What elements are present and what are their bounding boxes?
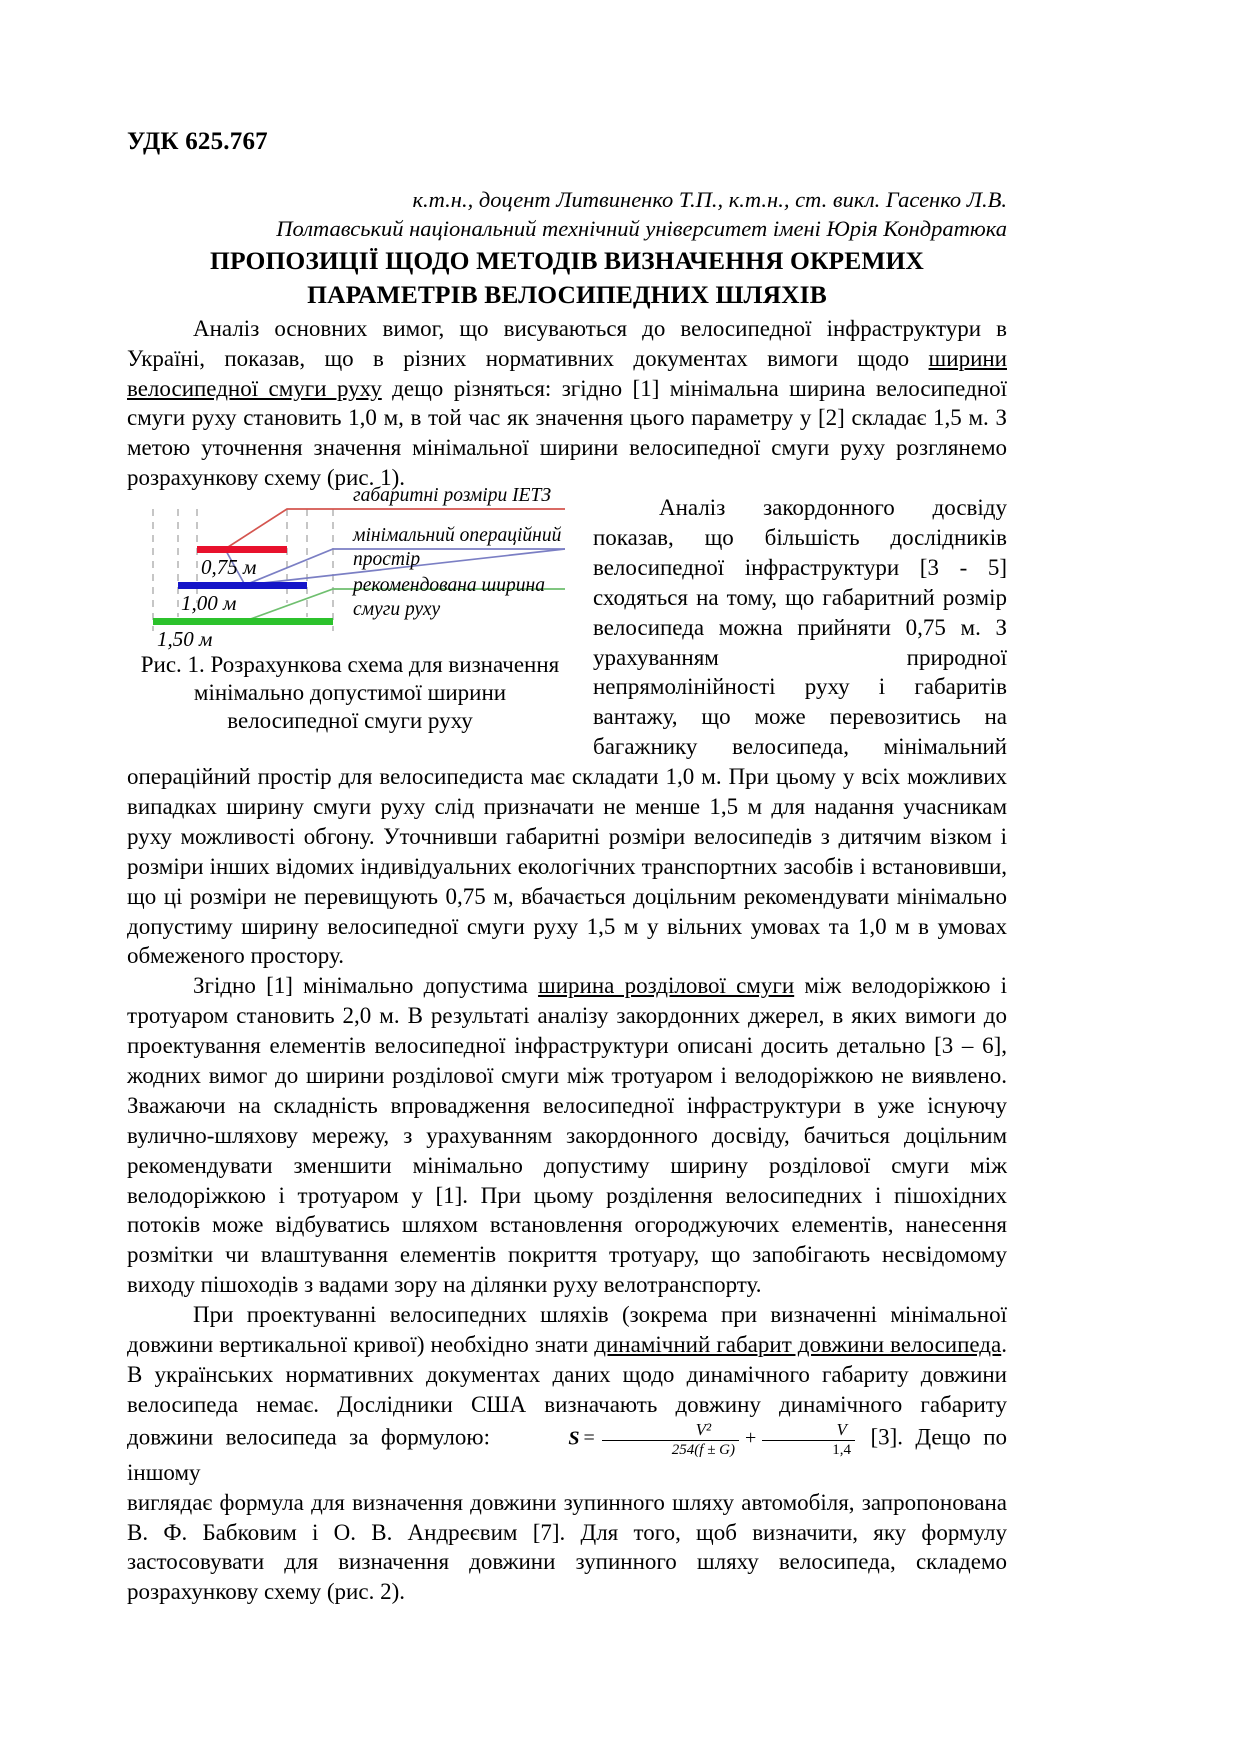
formula-lhs: S — [568, 1427, 580, 1450]
figure-1-diagram — [145, 485, 565, 652]
callout-label-operating-space-line2: простір — [353, 549, 421, 571]
paragraph-1 — [127, 314, 1007, 493]
paragraph-4-text-c: [3]. Дещо по іншому — [127, 1424, 1007, 1485]
callout-label-recommended-width-line2: смуги руху — [353, 599, 441, 621]
paragraph-1-text-a: Аналіз основних вимог, що висуваються до велосипедної інфраструктури в Україні, показав, що в різних нормативних документах вимоги щодо — [127, 315, 1007, 371]
paragraph-3-text-b: між велодоріжкою і тротуаром становить 2,0 м. В результаті аналізу закордонних джерел, в яких вимоги до проектування елементів велосипедної інфраструктури описані досить детально [3 – 6], жодних вимог до ширини розділової смуги між тротуаром і велодоріжкою не виявлено. Зважаючи на складність впровадження велосипедної інфраструктури в уже існуючу вулично-шляхову мережу, з урахуванням закордонного досвіду, бачиться доцільним рекомендувати зменшити мінімально допустиму ширину розділової смуги між велодоріжкою і тротуаром у [1]. При цьому розділення велосипедних і пішохідних потоків може відбуватись шляхом встановлення огороджуючих елементів, нанесення розмітки чи влаштування елементів покриття тротуару, що запобігають несвідомому виходу пішоходів з вадами зору на ділянки руху велотранспорту. — [127, 973, 1008, 1298]
page-title-line-2: ПАРАМЕТРІВ ВЕЛОСИПЕДНИХ ШЛЯХІВ — [307, 279, 827, 309]
paragraph-3 — [127, 971, 1007, 1300]
bar-label-150: 1,50 м — [157, 627, 213, 652]
formula-fraction-2 — [762, 1421, 855, 1459]
page-title-line-1: ПРОПОЗИЦІЇ ЩОДО МЕТОДІВ ВИЗНАЧЕННЯ ОКРЕМИХ — [210, 245, 924, 275]
formula-equals: = — [583, 1427, 595, 1450]
paragraph-2: Аналіз закордонного досвіду показав, що більшість дослідників велосипедної інфраструктури [3 - 5] сходяться на тому, що габаритний розмір велосипеда можна прийняти 0,75 м. З урахуванням природної непрямолінійності руху і габаритів вантажу, що може перевозитись на багажнику велосипеда, мінімальний операційний простір для велосипедиста має складати 1,0 м. При цьому у всіх можливих випадках ширину смуги руху слід призначати не менше 1,5 м для надання учасникам руху можливості обгону. Уточнивши габаритні розміри велосипедів з дитячим візком і розміри інших відомих індивідуальних екологічних транспортних засобів і встановивши, що ці розміри не перевищують 0,75 м, вбачається доцільним рекомендувати мінімально допустиму ширину велосипедної смуги руху 1,5 м у вільних умовах та 1,0 м в умовах обмеженого простору. — [127, 495, 1007, 969]
paragraph-1-underlined-term: ширини велосипедної смуги руху — [127, 345, 1007, 401]
formula-fraction-1 — [602, 1421, 739, 1459]
figure-1-caption-line-2: мінімально допустимої ширини — [193, 680, 507, 706]
paragraph-3-underlined-term: ширина розділової смуги — [538, 973, 795, 999]
callout-label-operating-space-line1: мінімальний операційний — [353, 525, 562, 547]
page-content — [127, 128, 1007, 1607]
paragraph-4-text-a: При проектуванні велосипедних шляхів (зокрема при визначенні мінімальної довжини вертикальної кривої) необхідно знати — [127, 1302, 1007, 1358]
bar-100 — [178, 582, 307, 589]
bar-075 — [197, 546, 287, 553]
bar-label-100: 1,00 м — [181, 591, 237, 616]
figure-1-caption-line-3: велосипедної смуги руху — [227, 708, 473, 734]
paragraph-4-underlined-term: динамічний габарит довжини велосипеда — [594, 1332, 1002, 1358]
paragraph-5: виглядає формула для визначення довжини зупинного шляху автомобіля, запропонована В. Ф. Бабковим і О. В. Андреєвим [7]. Для того, щоб визначити, яку формулу застосовувати для визначення довжини зупинного шляху велосипеда, складемо розрахункову схему (рис. 2). — [127, 1489, 1007, 1605]
paragraph-3-text-a: Згідно [1] мінімально допустима — [193, 973, 539, 999]
formula-plus: + — [745, 1427, 757, 1450]
udk-code: УДК 625.767 — [127, 128, 268, 155]
paragraph-4-text-b: . В українських нормативних документах даних щодо динамічного габариту довжини велосипеда немає. Дослідники США визначають довжину динамічного габариту довжини велосипеда за формулою: — [127, 1332, 1007, 1450]
formula-fraction-1-numerator: V² — [695, 1419, 712, 1439]
authors-line: к.т.н., доцент Литвиненко Т.П., к.т.н., ст. викл. Гасенко Л.В. — [412, 187, 1007, 212]
callout-label-recommended-width-line1: рекомендована ширина — [353, 575, 545, 597]
paragraph-4 — [127, 1300, 1007, 1488]
bar-label-075: 0,75 м — [201, 555, 257, 580]
affiliation-line: Полтавський національний технічний університет імені Юрія Кондратюка — [276, 215, 1007, 241]
figure-1-caption — [135, 651, 565, 735]
stopping-distance-formula — [502, 1421, 858, 1459]
formula-fraction-2-numerator: V — [836, 1419, 847, 1439]
bar-150 — [153, 618, 333, 625]
paragraph-1-text-b: дещо різняться: згідно [1] мінімальна ширина велосипедної смуги руху становить 1,0 м, в той час як значення цього параметру у [2] складає 1,5 м. З метою уточнення значення мінімальної ширини велосипедної смуги руху розглянемо розрахункову схему (рис. 1). — [127, 375, 1007, 491]
figure-1-caption-line-1: Рис. 1. Розрахункова схема для визначення — [140, 652, 560, 678]
figure-1-block — [135, 485, 575, 735]
callout-label-dimensions: габаритні розміри ІЕТЗ — [353, 485, 551, 507]
formula-fraction-2-denominator: 1,4 — [762, 1440, 855, 1459]
formula-fraction-1-denominator: 254(f ± G) — [602, 1440, 739, 1459]
